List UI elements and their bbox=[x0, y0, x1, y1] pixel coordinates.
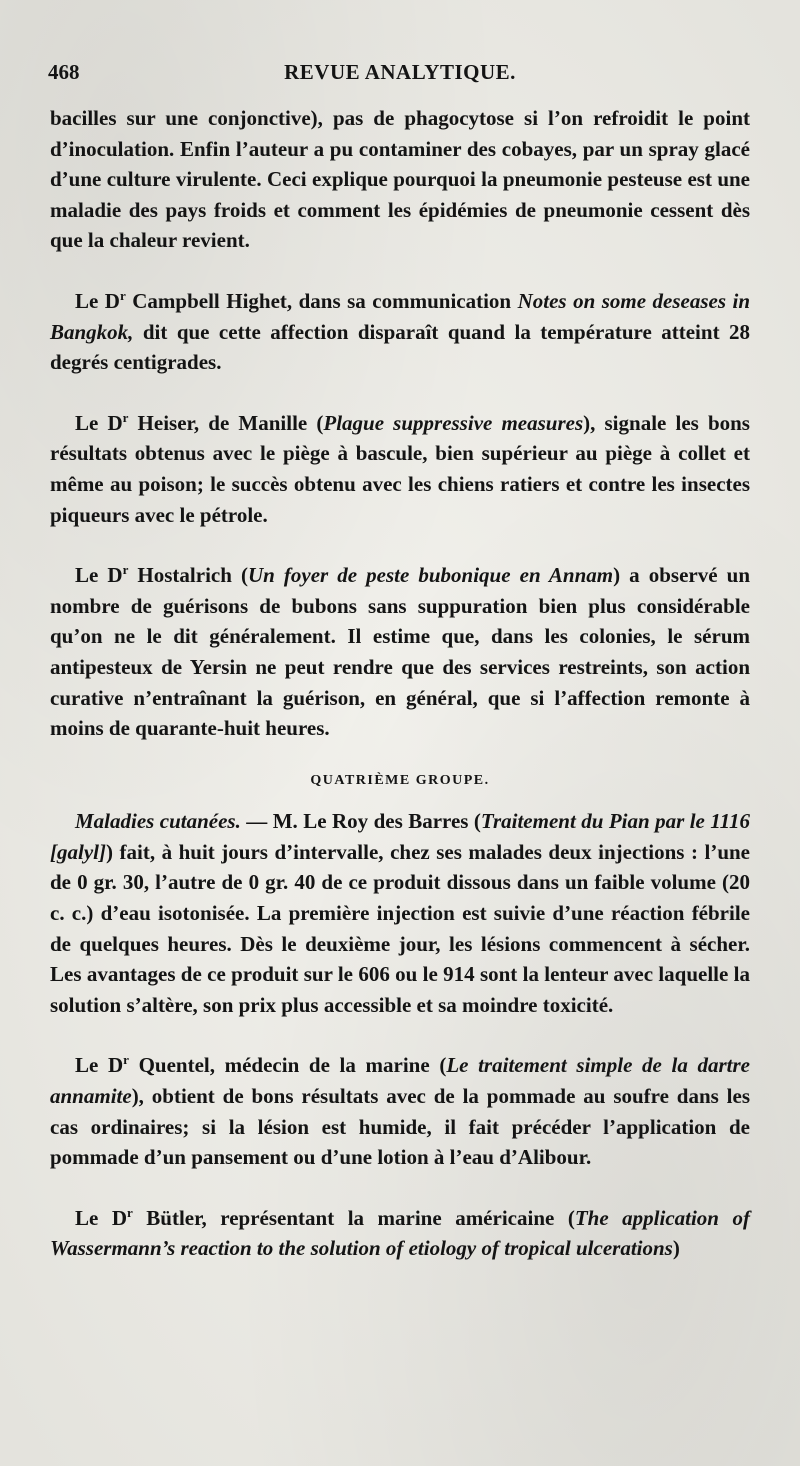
paragraph-3-text-b: ), signale les bons résultats obtenus avec le piège à bascule, bien supérieur au piège à collet et même au poison; le succès obtenu avec les chiens ratiers et contre les insectes piqueurs avec le pétrole. bbox=[50, 410, 750, 527]
paragraph-6-prefix: Le D bbox=[75, 1053, 124, 1078]
paragraph-gap bbox=[50, 378, 750, 408]
paragraph-6-text-a: Quentel, médecin de la marine ( bbox=[128, 1053, 447, 1078]
paragraph-5-text-a: — M. Le Roy des Barres ( bbox=[240, 809, 481, 834]
paragraph-4-title: Un foyer de peste bubonique en Annam bbox=[247, 563, 614, 588]
paragraph-7-text-a: Bütler, représentant la marine américaine ( bbox=[132, 1205, 575, 1230]
paragraph-5 bbox=[50, 806, 750, 1020]
paragraph-5-lead: Maladies cutanées. bbox=[75, 809, 241, 834]
paragraph-2 bbox=[50, 286, 750, 378]
paragraph-3-title: Plague suppressive measures bbox=[323, 410, 584, 435]
paragraph-2-text-b: dit que cette affection disparaît quand la température atteint 28 degrés centigrades. bbox=[50, 319, 750, 375]
paragraph-7-text-b: ) bbox=[672, 1236, 680, 1261]
paragraph-gap bbox=[50, 530, 750, 560]
page-header bbox=[48, 60, 752, 90]
paragraph-6-text-b: ), obtient de bons résultats avec de la pommade au soufre dans les cas ordinaires; si la lésion est humide, il fait précéder l’application de pommade d’un pansement ou d’une lotion à l’eau d’Alibour. bbox=[50, 1084, 750, 1170]
paragraph-6 bbox=[50, 1050, 750, 1172]
paragraph-2-sup: r bbox=[119, 287, 126, 303]
paragraph-4-text-b: ) a observé un nombre de guérisons de bubons sans suppuration bien plus considérable qu’on ne le dit généralement. Il estime que, dans les colonies, le sérum antipesteux de Yersin ne peut rendre que des services restreints, son action curative n’entraînant la guérison, en général, que si l’affection remonte à moins de quarante-huit heures. bbox=[50, 563, 750, 741]
paragraph-4-sup: r bbox=[122, 562, 129, 578]
paragraph-7 bbox=[50, 1203, 750, 1264]
running-title: REVUE ANALYTIQUE. bbox=[284, 60, 516, 84]
paragraph-6-sup: r bbox=[123, 1052, 129, 1068]
paragraph-4-text-a: Hostalrich ( bbox=[128, 563, 248, 588]
paragraph-1: bacilles sur une conjonctive), pas de phagocytose si l’on refroidit le point d’inoculation. Enfin l’auteur a pu contaminer des cobayes, par un spray glacé d’une culture virulente. Ceci explique pourquoi la pneumonie pesteuse est une maladie des pays froids et comment les épidémies de pneumonie cessent dès que la chaleur revient. bbox=[50, 106, 750, 253]
paragraph-gap bbox=[50, 1173, 750, 1203]
paragraph-4-prefix: Le D bbox=[75, 563, 123, 588]
paragraph-3-sup: r bbox=[122, 409, 129, 425]
paragraph-3 bbox=[50, 408, 750, 530]
paragraph-2-prefix: Le D bbox=[75, 288, 120, 313]
paragraph-gap bbox=[50, 1020, 750, 1050]
paragraph-3-prefix: Le D bbox=[75, 410, 123, 435]
paragraph-7-prefix: Le D bbox=[75, 1205, 127, 1230]
paragraph-6-title: Le traitement simple de la dartre annamite bbox=[50, 1053, 750, 1109]
paragraph-2-title: Notes on some deseases in Bangkok, bbox=[50, 288, 751, 344]
paragraph-4 bbox=[50, 560, 750, 744]
page-number: 468 bbox=[48, 60, 80, 84]
paragraph-3-text-a: Heiser, de Manille ( bbox=[128, 410, 324, 435]
paragraph-2-text-a: Campbell Highet, dans sa communication bbox=[125, 288, 518, 313]
section-heading: QUATRIÈME GROUPE. bbox=[310, 772, 490, 788]
paragraph-gap bbox=[50, 256, 750, 286]
paragraph-7-title: The application of Wassermann’s reaction to the solution of etiology of tropical ulcerations bbox=[50, 1205, 750, 1261]
paragraph-7-sup: r bbox=[127, 1204, 133, 1220]
article-body bbox=[50, 103, 750, 1264]
paragraph-5-title: Traitement du Pian par le 1116 [galyl] bbox=[50, 809, 750, 864]
paragraph-5-text-b: ) fait, à huit jours d’intervalle, chez ses malades deux injections : l’une de 0 gr. 30, l’autre de 0 gr. 40 de ce produit dissous dans un faible volume (20 c. c.) d’eau isotonisée. La première injection est suivie d’une réaction fébrile de quelques heures. Dès le deuxième jour, les lésions commencent à sécher. Les avantages de ce produit sur le 606 ou le 914 sont la lenteur avec laquelle la solution s’altère, son prix plus accessible et sa moindre toxicité. bbox=[50, 839, 750, 1017]
